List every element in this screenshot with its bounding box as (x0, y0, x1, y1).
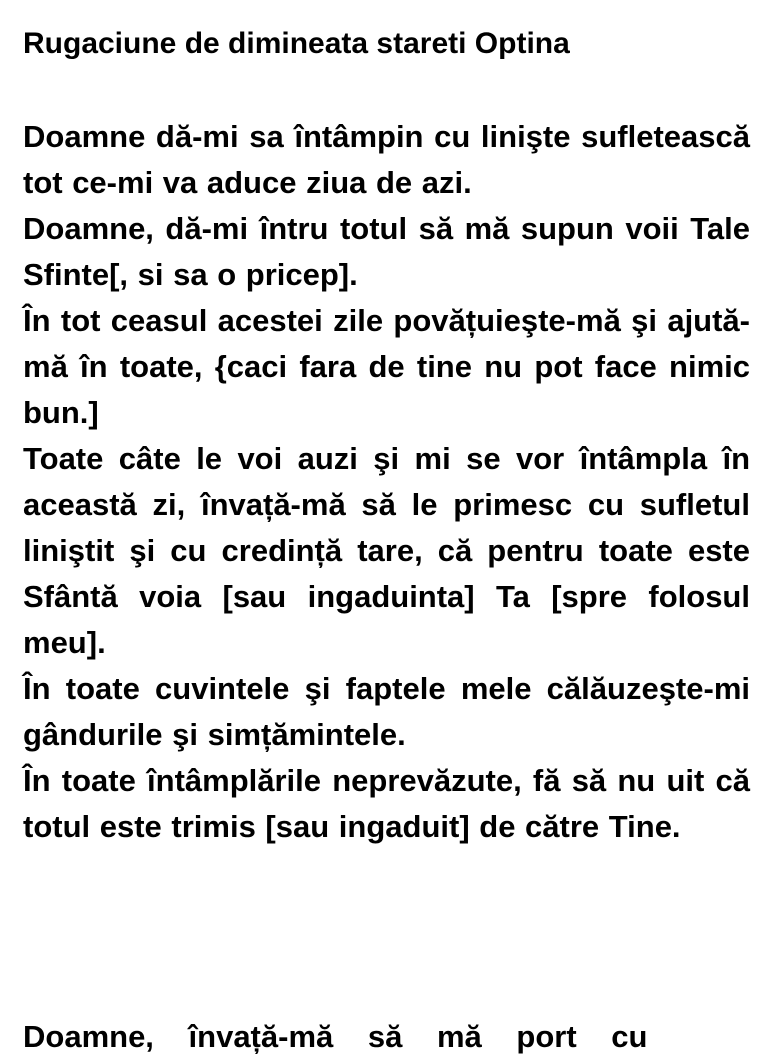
paragraph-6: În toate întâmplările neprevăzute, fă să nu uit că totul este trimis [sau ingaduit] de către Tine. (23, 763, 750, 844)
prayer-body (23, 114, 750, 850)
paragraph-3: În tot ceasul acestei zile povățuieşte-mă şi ajută-mă în toate, {caci fara de tine nu pot face nimic bun.] (23, 303, 750, 430)
cropped-next-line: Doamne, învață-mă să mă port cu (23, 1019, 648, 1054)
paragraph-2: Doamne, dă-mi întru totul să mă supun voii Tale Sfinte[, si sa o pricep]. (23, 211, 750, 292)
paragraph-5: În toate cuvintele şi faptele mele călăuzeşte-mi gândurile şi simțămintele. (23, 671, 750, 752)
page-title: Rugaciune de dimineata stareti Optina (23, 27, 570, 60)
paragraph-4: Toate câte le voi auzi şi mi se vor întâmpla în această zi, învață-mă să le primesc cu sufletul liniştit şi cu credință tare, că pentru toate este Sfântă voia [sau ingaduinta] Ta [spre folosul meu]. (23, 441, 750, 660)
paragraph-1: Doamne dă-mi sa întâmpin cu linişte sufletească tot ce-mi va aduce ziua de azi. (23, 119, 750, 200)
